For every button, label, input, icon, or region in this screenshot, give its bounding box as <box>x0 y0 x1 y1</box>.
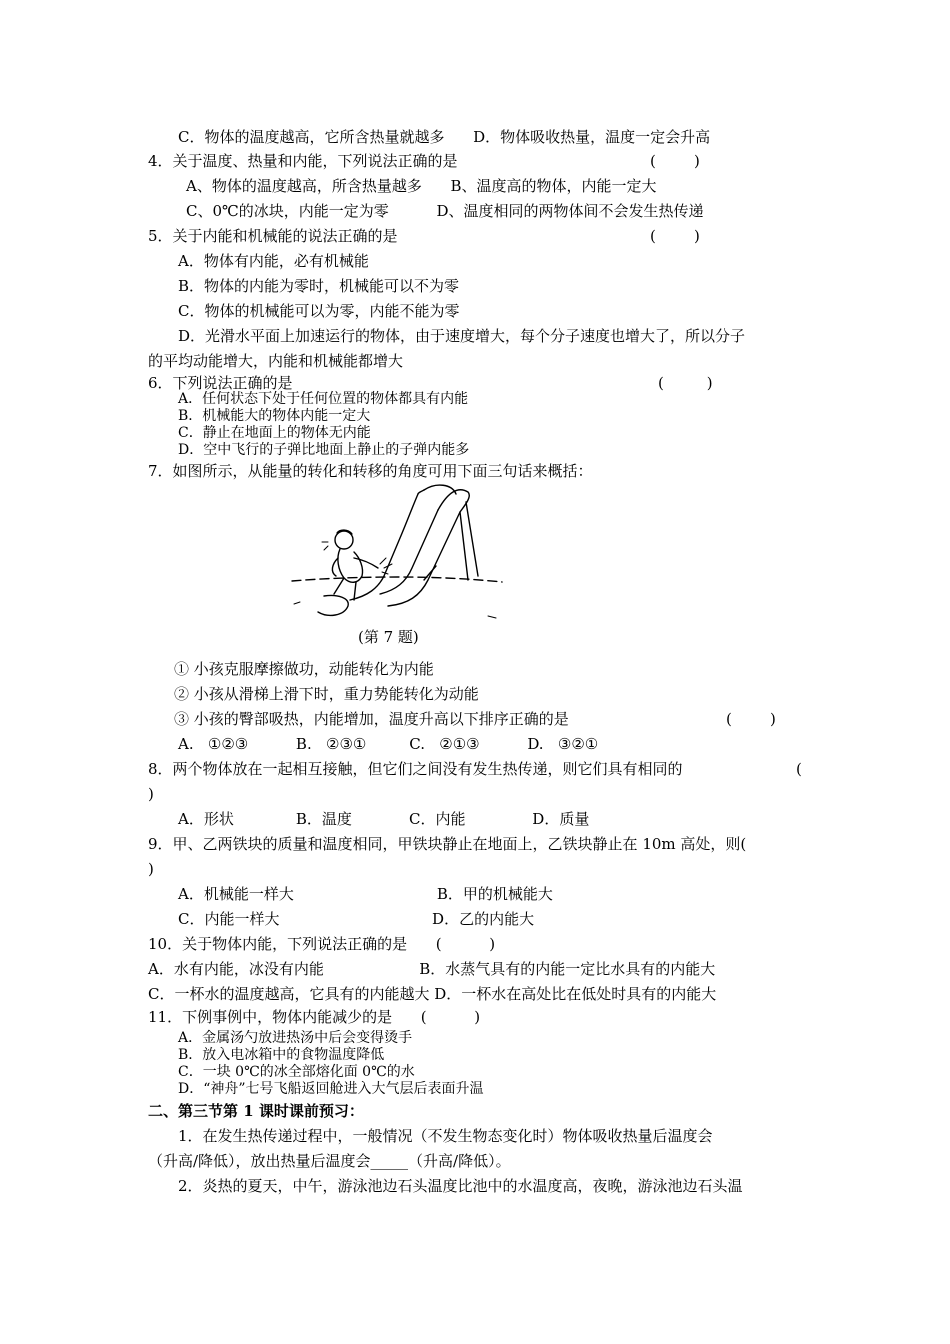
q10-stem: 10．关于物体内能，下列说法正确的是 ( ) <box>148 935 496 953</box>
q7-statement-3: ③ 小孩的臀部吸热，内能增加，温度升高以下排序正确的是 <box>174 710 569 728</box>
q11-option-d: D．“神舟”七号飞船返回舱进入大气层后表面升温 <box>178 1081 484 1097</box>
q10-options-cd: C．一杯水的温度越高，它具有的内能越大 D．一杯水在高处比在低处时具有的内能大 <box>148 985 717 1003</box>
q6-answer-blank: ( ) <box>658 374 713 392</box>
q8-stem: 8．两个物体放在一起相互接触，但它们之间没有发生热传递，则它们具有相同的 <box>148 760 683 778</box>
q11-option-a: A．金属汤勺放进热汤中后会变得烫手 <box>178 1030 413 1046</box>
q3-options-cd: C．物体的温度越高，它所含热量就越多 D．物体吸收热量，温度一定会升高 <box>178 128 711 146</box>
q4-answer-blank: ( ) <box>650 152 700 170</box>
q4-stem: 4．关于温度、热量和内能，下列说法正确的是 <box>148 152 458 170</box>
q9-paren-close: ) <box>148 860 154 878</box>
q6-option-c: C．静止在地面上的物体无内能 <box>178 425 371 441</box>
preview-q1-cont: （升高/降低），放出热量后温度会_____（升高/降低）。 <box>148 1152 511 1170</box>
q5-option-c: C．物体的机械能可以为零，内能不能为零 <box>178 302 460 320</box>
q5-option-a: A．物体有内能，必有机械能 <box>178 252 369 270</box>
q11-option-c: C．一块 0℃的冰全部熔化面 0℃的水 <box>178 1064 415 1080</box>
q11-option-b: B．放入电冰箱中的食物温度降低 <box>178 1047 385 1063</box>
q6-option-b: B．机械能大的物体内能一定大 <box>178 408 371 424</box>
q4-options-cd: C、0℃的冰块，内能一定为零 D、温度相同的两物体间不会发生热传递 <box>186 202 704 220</box>
slide-illustration <box>288 484 506 626</box>
q5-option-b: B．物体的内能为零时，机械能可以不为零 <box>178 277 460 295</box>
q6-option-a: A．任何状态下处于任何位置的物体都具有内能 <box>178 391 469 407</box>
q9-options-ab: A．机械能一样大 B．甲的机械能大 <box>178 885 553 903</box>
q5-option-d-cont: 的平均动能增大，内能和机械能都增大 <box>148 352 404 370</box>
preview-q2: 2．炎热的夏天，中午，游泳池边石头温度比池中的水温度高，夜晚，游泳池边石头温 <box>178 1177 743 1195</box>
q7-answer-blank: ( ) <box>726 710 776 728</box>
q4-options-ab: A、物体的温度越高，所含热量越多 B、温度高的物体，内能一定大 <box>186 177 657 195</box>
q6-option-d: D．空中飞行的子弹比地面上静止的子弹内能多 <box>178 442 470 458</box>
q7-stem: 7．如图所示，从能量的转化和转移的角度可用下面三句话来概括： <box>148 462 593 480</box>
q7-options: A. ①②③ B. ②③① C. ②①③ D. ③②① <box>178 735 599 753</box>
q5-option-d: D．光滑水平面上加速运行的物体，由于速度增大，每个分子速度也增大了，所以分子 <box>178 327 746 345</box>
q7-statement-2: ② 小孩从滑梯上滑下时，重力势能转化为动能 <box>174 685 479 703</box>
q11-stem: 11．下例事例中，物体内能减少的是 ( ) <box>148 1008 481 1026</box>
preview-q1: 1．在发生热传递过程中，一般情况（不发生物态变化时）物体吸收热量后温度会 <box>178 1127 713 1145</box>
q7-statement-1: ① 小孩克服摩擦做功，动能转化为内能 <box>174 660 434 678</box>
q8-options: A．形状 B．温度 C．内能 D．质量 <box>178 810 590 828</box>
q10-options-ab: A．水有内能，冰没有内能 B．水蒸气具有的内能一定比水具有的内能大 <box>148 960 716 978</box>
q8-paren-close: ) <box>148 785 154 803</box>
section-heading: 二、第三节第 1 课时课前预习： <box>148 1102 364 1120</box>
q5-answer-blank: ( ) <box>650 227 700 245</box>
q8-paren-open: ( <box>796 760 802 778</box>
q5-stem: 5．关于内能和机械能的说法正确的是 <box>148 227 398 245</box>
q9-options-cd: C．内能一样大 D．乙的内能大 <box>178 910 535 928</box>
q6-stem: 6．下列说法正确的是 <box>148 374 293 392</box>
q9-stem: 9．甲、乙两铁块的质量和温度相同，甲铁块静止在地面上，乙铁块静止在 10m 高处，则( <box>148 835 747 853</box>
figure-caption: (第 7 题) <box>358 628 419 646</box>
